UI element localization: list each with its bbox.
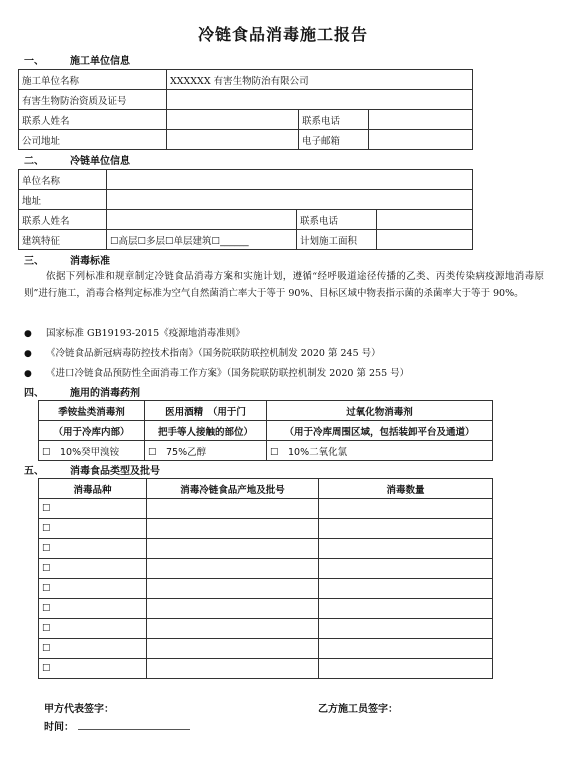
company-address-value[interactable] bbox=[167, 130, 299, 150]
section-2-title: 冷链单位信息 bbox=[70, 156, 130, 167]
table-row bbox=[39, 499, 493, 519]
bullet-icon: ● bbox=[24, 369, 32, 379]
quantity-cell[interactable] bbox=[319, 619, 493, 639]
contractor-info-table bbox=[18, 69, 473, 150]
section-2-number: 二、 bbox=[24, 156, 44, 167]
coldchain-name-value[interactable] bbox=[107, 170, 473, 190]
table-row bbox=[39, 659, 493, 679]
table-row bbox=[39, 639, 493, 659]
origin-batch-cell[interactable] bbox=[147, 499, 319, 519]
peroxide-option-checkbox[interactable]: ☐ 10%二氧化氯 bbox=[267, 441, 493, 461]
variety-checkbox[interactable]: ☐ bbox=[39, 579, 147, 599]
company-address-label: 公司地址 bbox=[19, 130, 167, 150]
report-title: 冷链食品消毒施工报告 bbox=[197, 25, 368, 44]
column-header-variety: 消毒品种 bbox=[39, 479, 147, 499]
section-3-title: 消毒标准 bbox=[70, 256, 110, 267]
quantity-cell[interactable] bbox=[319, 639, 493, 659]
contractor-name-label: 施工单位名称 bbox=[19, 70, 167, 90]
peroxide-header-2: （用于冷库周围区域，包括装卸平台及通道） bbox=[267, 421, 493, 441]
coldchain-info-table bbox=[18, 169, 473, 250]
party-a-signature-label: 甲方代表签字： bbox=[44, 704, 114, 715]
peroxide-header-1: 过氧化物消毒剂 bbox=[267, 401, 493, 421]
quantity-cell[interactable] bbox=[319, 599, 493, 619]
section-3-number: 三、 bbox=[24, 256, 44, 267]
variety-checkbox[interactable]: ☐ bbox=[39, 539, 147, 559]
origin-batch-cell[interactable] bbox=[147, 639, 319, 659]
table-row bbox=[39, 579, 493, 599]
section-4-heading bbox=[24, 384, 140, 399]
section-5-title: 消毒食品类型及批号 bbox=[70, 466, 160, 477]
origin-batch-cell[interactable] bbox=[147, 579, 319, 599]
section-2-heading bbox=[24, 152, 130, 167]
coldchain-phone-label: 联系电话 bbox=[297, 210, 377, 230]
building-feature-options[interactable]: ☐高层☐多层☐单层建筑☐______ bbox=[107, 230, 297, 250]
time-label: 时间： bbox=[44, 722, 74, 733]
standard-bullet-text: 国家标准 GB19193-2015《疫源地消毒准则》 bbox=[46, 328, 245, 339]
alcohol-header-2: 把手等人接触的部位） bbox=[145, 421, 267, 441]
origin-batch-cell[interactable] bbox=[147, 599, 319, 619]
contact-phone-value[interactable] bbox=[369, 110, 473, 130]
disinfectant-table bbox=[38, 400, 493, 461]
contact-name-label: 联系人姓名 bbox=[19, 110, 167, 130]
contact-name-value[interactable] bbox=[167, 110, 299, 130]
coldchain-address-label: 地址 bbox=[19, 190, 107, 210]
coldchain-address-value[interactable] bbox=[107, 190, 473, 210]
coldchain-contact-value[interactable] bbox=[107, 210, 297, 230]
standard-bullet-1 bbox=[24, 325, 245, 339]
variety-checkbox[interactable]: ☐ bbox=[39, 639, 147, 659]
table-row bbox=[39, 519, 493, 539]
qualification-value[interactable] bbox=[167, 90, 473, 110]
origin-batch-cell[interactable] bbox=[147, 659, 319, 679]
column-header-quantity: 消毒数量 bbox=[319, 479, 493, 499]
section-5-heading bbox=[24, 462, 160, 477]
quantity-cell[interactable] bbox=[319, 519, 493, 539]
section-4-number: 四、 bbox=[24, 388, 44, 399]
quantity-cell[interactable] bbox=[319, 559, 493, 579]
contact-phone-label: 联系电话 bbox=[299, 110, 369, 130]
variety-checkbox[interactable]: ☐ bbox=[39, 659, 147, 679]
origin-batch-cell[interactable] bbox=[147, 619, 319, 639]
building-feature-label: 建筑特征 bbox=[19, 230, 107, 250]
variety-checkbox[interactable]: ☐ bbox=[39, 519, 147, 539]
section-1-number: 一、 bbox=[24, 56, 44, 67]
standard-bullet-3 bbox=[24, 365, 409, 379]
quantity-cell[interactable] bbox=[319, 539, 493, 559]
contractor-name-value[interactable]: XXXXXX 有害生物防治有限公司 bbox=[167, 70, 473, 90]
table-row bbox=[39, 539, 493, 559]
planned-area-label: 计划施工面积 bbox=[297, 230, 377, 250]
email-value[interactable] bbox=[369, 130, 473, 150]
quat-option-checkbox[interactable]: ☐ 10%癸甲溴铵 bbox=[39, 441, 145, 461]
section-1-title: 施工单位信息 bbox=[70, 56, 130, 67]
email-label: 电子邮箱 bbox=[299, 130, 369, 150]
time-underline[interactable] bbox=[78, 729, 190, 730]
coldchain-phone-value[interactable] bbox=[377, 210, 473, 230]
alcohol-header-1: 医用酒精 （用于门 bbox=[145, 401, 267, 421]
party-b-signature-label: 乙方施工员签字： bbox=[318, 704, 398, 715]
variety-checkbox[interactable]: ☐ bbox=[39, 559, 147, 579]
origin-batch-cell[interactable] bbox=[147, 519, 319, 539]
planned-area-value[interactable] bbox=[377, 230, 473, 250]
bullet-icon: ● bbox=[24, 329, 32, 339]
variety-checkbox[interactable]: ☐ bbox=[39, 499, 147, 519]
variety-checkbox[interactable]: ☐ bbox=[39, 619, 147, 639]
alcohol-option-checkbox[interactable]: ☐ 75%乙醇 bbox=[145, 441, 267, 461]
origin-batch-cell[interactable] bbox=[147, 539, 319, 559]
coldchain-name-label: 单位名称 bbox=[19, 170, 107, 190]
bullet-icon: ● bbox=[24, 349, 32, 359]
origin-batch-cell[interactable] bbox=[147, 559, 319, 579]
section-1-heading bbox=[24, 52, 130, 67]
standard-bullet-2 bbox=[24, 345, 381, 359]
standard-bullet-text: 《冷链食品新冠病毒防控技术指南》（国务院联防联控机制发 2020 第 245 号） bbox=[46, 348, 381, 359]
qualification-label: 有害生物防治资质及证号 bbox=[19, 90, 167, 110]
food-batch-table bbox=[38, 478, 493, 679]
quat-header-2: （用于冷库内部） bbox=[39, 421, 145, 441]
table-row bbox=[39, 599, 493, 619]
section-5-number: 五、 bbox=[24, 466, 44, 477]
table-row bbox=[39, 619, 493, 639]
quantity-cell[interactable] bbox=[319, 579, 493, 599]
table-row bbox=[39, 559, 493, 579]
standard-paragraph: 依据下列标准和规章制定冷链食品消毒方案和实施计划，遵循“经呼吸道途径传播的乙类、丙类传染病疫源地消毒原则”进行施工，消毒合格判定标准为空气自然菌消亡率大于等于 90%、目标区域中物表指示菌的杀菌率大于等于 90%。 bbox=[24, 271, 544, 299]
column-header-origin-batch: 消毒冷链食品产地及批号 bbox=[147, 479, 319, 499]
quantity-cell[interactable] bbox=[319, 499, 493, 519]
quantity-cell[interactable] bbox=[319, 659, 493, 679]
section-4-title: 施用的消毒药剂 bbox=[70, 388, 140, 399]
coldchain-contact-label: 联系人姓名 bbox=[19, 210, 107, 230]
standard-bullet-text: 《进口冷链食品预防性全面消毒工作方案》（国务院联防联控机制发 2020 第 255 号） bbox=[46, 368, 410, 379]
variety-checkbox[interactable]: ☐ bbox=[39, 599, 147, 619]
section-3-heading bbox=[24, 252, 110, 267]
quat-header-1: 季铵盐类消毒剂 bbox=[39, 401, 145, 421]
